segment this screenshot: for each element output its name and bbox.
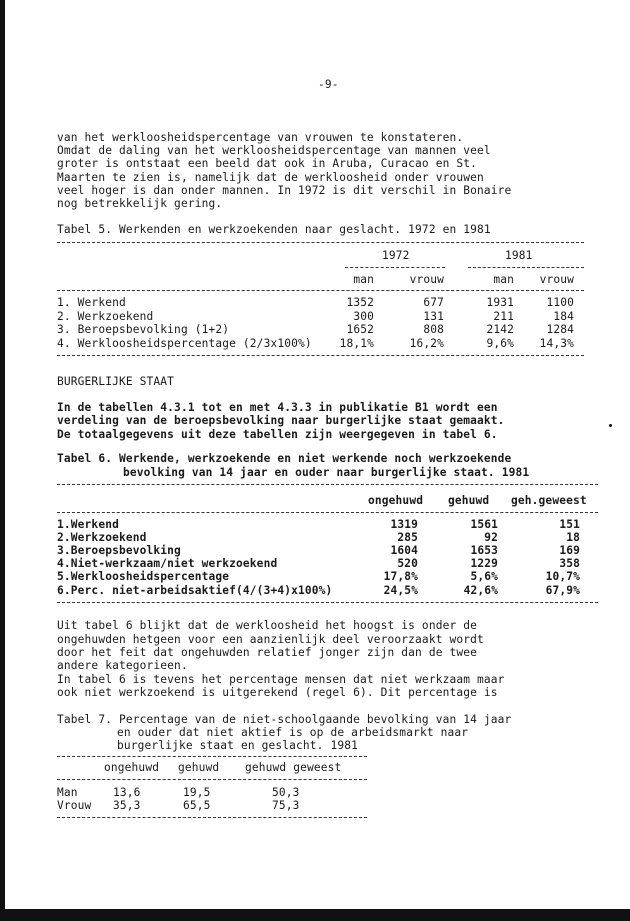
intro-line: Maarten te zien is, namelijk dat de werkloosheid onder vrouwen (57, 171, 484, 184)
table-cell: 18,1% (339, 337, 374, 350)
table-cell: 9,6% (486, 337, 514, 350)
page-number: -9- (318, 78, 339, 91)
table-6-header-ongehuwd: ongehuwd (368, 494, 424, 507)
table-6-title: bevolking van 14 jaar en ouder naar burgerlijke staat. 1981 (123, 466, 530, 479)
table-cell: 16,2% (409, 337, 444, 350)
table-6-header-geh-geweest: geh.geweest (511, 494, 587, 507)
scan-edge-bottom (0, 909, 630, 921)
table-row-label: 1. Werkend (57, 296, 126, 309)
table-cell: 67,9% (545, 584, 580, 597)
table-7-title: Tabel 7. Percentage van de niet-schoolgaande bevolking van 14 jaar (57, 713, 512, 726)
intro-line: van het werkloosheidspercentage van vrouwen te konstateren. (57, 131, 464, 144)
intro-line: nog betrekkelijk gering. (57, 197, 223, 210)
table-5-year-1981: 1981 (505, 249, 533, 262)
table-rule (57, 290, 584, 291)
table-cell: 211 (493, 310, 514, 323)
table-6-header-gehuwd: gehuwd (448, 494, 490, 507)
table-row-label: 6.Perc. niet-arbeidsaktief(4/(3+4)x100%) (57, 584, 333, 597)
table-cell: 14,3% (539, 337, 574, 350)
paragraph-line: Uit tabel 6 blijkt dat de werkloosheid het hoogst is onder de (57, 619, 478, 632)
table-cell: 151 (559, 518, 580, 531)
table-row-label: 1.Werkend (57, 518, 119, 531)
table-cell: 131 (423, 310, 444, 323)
table-row-label: 4.Niet-werkzaam/niet werkzoekend (57, 557, 278, 570)
table-rule (57, 355, 584, 356)
table-cell: 35,3 (113, 799, 141, 812)
table-row-label: 2.Werkzoekend (57, 531, 147, 544)
table-rule (57, 242, 584, 243)
table-cell: 1652 (346, 323, 374, 336)
table-rule (468, 267, 584, 268)
paragraph-line: andere kategorieen. (57, 659, 188, 672)
table-cell: 75,3 (272, 799, 300, 812)
table-cell: 42,6% (463, 584, 498, 597)
table-cell: 677 (423, 296, 444, 309)
paragraph-line: door het feit dat ongehuwden relatief jonger zijn dan de twee (57, 646, 478, 659)
intro-line: veel hoger is dan onder mannen. In 1972 is dit verschil in Bonaire (57, 184, 512, 197)
table-row-label: 3. Beroepsbevolking (1+2) (57, 323, 230, 336)
table-rule (57, 817, 367, 818)
scan-speck (609, 424, 612, 427)
table-5-header-man: man (493, 273, 514, 286)
table-cell: 1229 (470, 557, 498, 570)
table-cell: 1931 (486, 296, 514, 309)
paragraph-line: In de tabellen 4.3.1 tot en met 4.3.3 in publikatie B1 wordt een (57, 401, 498, 414)
paragraph-line: De totaalgegevens uit deze tabellen zijn weergegeven in tabel 6. (57, 428, 498, 441)
table-rule (57, 779, 367, 780)
table-cell: 1284 (546, 323, 574, 336)
table-cell: 2142 (486, 323, 514, 336)
table-cell: 1352 (346, 296, 374, 309)
table-cell: 1100 (546, 296, 574, 309)
table-rule (57, 484, 598, 485)
paragraph-line: In tabel 6 is tevens het percentage mensen dat niet werkzaam maar (57, 673, 505, 686)
table-cell: 1604 (390, 544, 418, 557)
paragraph-line: verdeling van de beroepsbevolking naar burgerlijke staat gemaakt. (57, 414, 505, 427)
table-cell: 17,8% (383, 570, 418, 583)
table-row-label: Man (57, 786, 78, 799)
table-cell: 300 (353, 310, 374, 323)
table-5-year-1972: 1972 (382, 249, 410, 262)
table-cell: 285 (397, 531, 418, 544)
table-cell: 1561 (470, 518, 498, 531)
table-cell: 18 (566, 531, 580, 544)
table-7-header-gehuwd: gehuwd (178, 761, 220, 774)
table-row-label: 5.Werkloosheidspercentage (57, 570, 230, 583)
table-cell: 1653 (470, 544, 498, 557)
table-7-title: burgerlijke staat en geslacht. 1981 (117, 739, 358, 752)
table-rule (57, 512, 598, 513)
table-cell: 92 (484, 531, 498, 544)
table-cell: 19,5 (183, 786, 211, 799)
table-6-title: Tabel 6. Werkende, werkzoekende en niet werkende noch werkzoekende (57, 452, 512, 465)
table-rule (57, 756, 367, 757)
table-row-label: 3.Beroepsbevolking (57, 544, 181, 557)
intro-line: Omdat de daling van het werkloosheidspercentage van mannen veel (57, 144, 491, 157)
table-row-label: Vrouw (57, 799, 92, 812)
table-row-label: 2. Werkzoekend (57, 310, 154, 323)
table-7-header-ongehuwd: ongehuwd (104, 761, 160, 774)
section-heading: BURGERLIJKE STAAT (57, 375, 175, 388)
table-rule (57, 602, 598, 603)
table-rule (345, 267, 445, 268)
table-cell: 169 (559, 544, 580, 557)
table-row-label: 4. Werkloosheidspercentage (2/3x100%) (57, 337, 312, 350)
table-cell: 13,6 (113, 786, 141, 799)
table-cell: 65,5 (183, 799, 211, 812)
table-cell: 24,5% (383, 584, 418, 597)
table-7-title: en ouder dat niet aktief is op de arbeidsmarkt naar (117, 726, 469, 739)
table-cell: 184 (553, 310, 574, 323)
table-5-title: Tabel 5. Werkenden en werkzoekenden naar geslacht. 1972 en 1981 (57, 223, 491, 236)
intro-line: groter is ontstaat een beeld dat ook in Aruba, Curacao en St. (57, 157, 478, 170)
paragraph-line: ongehuwden hetgeen voor een aanzienlijk deel veroorzaakt wordt (57, 633, 484, 646)
table-5-header-man: man (353, 273, 374, 286)
table-5-header-vrouw: vrouw (409, 273, 444, 286)
table-cell: 5,6% (470, 570, 498, 583)
table-cell: 358 (559, 557, 580, 570)
table-cell: 520 (397, 557, 418, 570)
paragraph-line: ook niet werkzoekend is uitgerekend (regel 6). Dit percentage is (57, 686, 498, 699)
table-cell: 808 (423, 323, 444, 336)
table-5-header-vrouw: vrouw (539, 273, 574, 286)
table-cell: 1319 (390, 518, 418, 531)
table-7-header-gehuwd-geweest: gehuwd geweest (245, 761, 342, 774)
table-cell: 50,3 (272, 786, 300, 799)
table-cell: 10,7% (545, 570, 580, 583)
